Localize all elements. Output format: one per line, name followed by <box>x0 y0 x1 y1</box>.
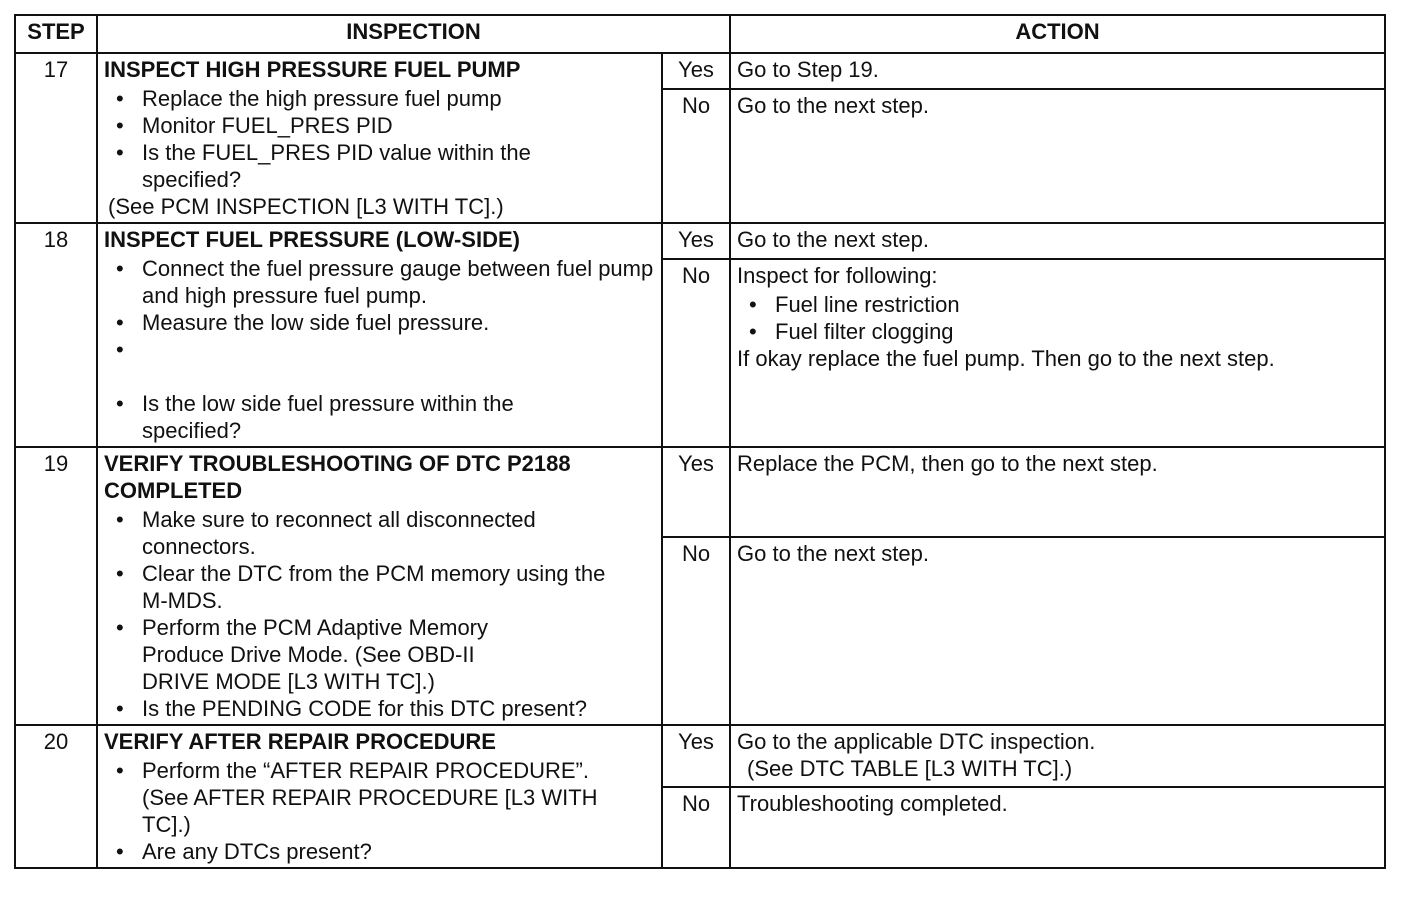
no-label: No <box>662 89 730 223</box>
reference-note: (See PCM INSPECTION [L3 WITH TC].) <box>108 194 504 219</box>
no-action-intro: Inspect for following: <box>737 263 938 288</box>
step-number: 20 <box>15 725 97 868</box>
list-item: • Replace the high pressure fuel pump <box>142 85 655 112</box>
no-action <box>730 259 1385 447</box>
no-label: No <box>662 537 730 725</box>
list-item: • Are any DTCs present? <box>142 838 655 865</box>
yes-action: Go to the next step. <box>730 223 1385 259</box>
no-action: Go to the next step. <box>730 89 1385 223</box>
spacer <box>142 336 655 390</box>
table-row <box>15 447 1385 537</box>
inspection-cell <box>97 53 662 223</box>
inspection-list <box>104 506 655 722</box>
list-item: • Measure the low side fuel pressure. <box>142 309 655 336</box>
list-item: • Clear the DTC from the PCM memory using the M-MDS. <box>142 560 655 614</box>
troubleshooting-table <box>14 14 1386 869</box>
inspection-list <box>104 85 655 193</box>
list-item: • Make sure to reconnect all disconnected connectors. <box>142 506 655 560</box>
table-row <box>15 223 1385 259</box>
list-item: • Perform the PCM Adaptive Memory Produce Drive Mode. (See OBD-II DRIVE MODE [L3 WITH TC].) <box>142 614 655 695</box>
header-row <box>15 15 1385 53</box>
inspection-cell <box>97 223 662 447</box>
step-title: VERIFY AFTER REPAIR PROCEDURE <box>104 729 496 754</box>
step-title: INSPECT FUEL PRESSURE (LOW-SIDE) <box>104 227 520 252</box>
step-title: VERIFY TROUBLESHOOTING OF DTC P2188 COMPLETED <box>104 451 571 503</box>
yes-label: Yes <box>662 447 730 537</box>
yes-action <box>730 725 1385 787</box>
yes-label: Yes <box>662 725 730 787</box>
list-item: • Fuel filter clogging <box>775 318 1378 345</box>
inspection-list <box>104 757 655 865</box>
inspection-cell <box>97 725 662 868</box>
no-action: Troubleshooting completed. <box>730 787 1385 868</box>
inspection-list <box>104 255 655 444</box>
list-item: • Connect the fuel pressure gauge between fuel pump and high pressure fuel pump. <box>142 255 655 309</box>
list-item: • Fuel line restriction <box>775 291 1378 318</box>
step-number: 19 <box>15 447 97 725</box>
list-item: • Is the PENDING CODE for this DTC present? <box>142 695 655 722</box>
yes-label: Yes <box>662 223 730 259</box>
header-inspection: INSPECTION <box>97 15 730 53</box>
yes-action-text: Go to the applicable DTC inspection. <box>737 729 1096 754</box>
header-action: ACTION <box>730 15 1385 53</box>
table-row <box>15 53 1385 89</box>
no-action: Go to the next step. <box>730 537 1385 725</box>
no-label: No <box>662 259 730 447</box>
no-action-outro: If okay replace the fuel pump. Then go to the next step. <box>737 346 1275 371</box>
step-number: 18 <box>15 223 97 447</box>
list-item: • Monitor FUEL_PRES PID <box>142 112 655 139</box>
list-item: • Is the low side fuel pressure within the specified? <box>142 390 655 444</box>
table-row <box>15 725 1385 787</box>
no-action-list <box>737 291 1378 345</box>
step-number: 17 <box>15 53 97 223</box>
step-title: INSPECT HIGH PRESSURE FUEL PUMP <box>104 57 521 82</box>
reference-note: (See DTC TABLE [L3 WITH TC].) <box>747 756 1073 781</box>
yes-action: Go to Step 19. <box>730 53 1385 89</box>
no-label: No <box>662 787 730 868</box>
inspection-cell <box>97 447 662 725</box>
yes-action: Replace the PCM, then go to the next step. <box>730 447 1385 537</box>
yes-label: Yes <box>662 53 730 89</box>
header-step: STEP <box>15 15 97 53</box>
list-item: • Perform the “AFTER REPAIR PROCEDURE”. (See AFTER REPAIR PROCEDURE [L3 WITH TC].) <box>142 757 655 838</box>
list-item: • Is the FUEL_PRES PID value within the specified? <box>142 139 655 193</box>
